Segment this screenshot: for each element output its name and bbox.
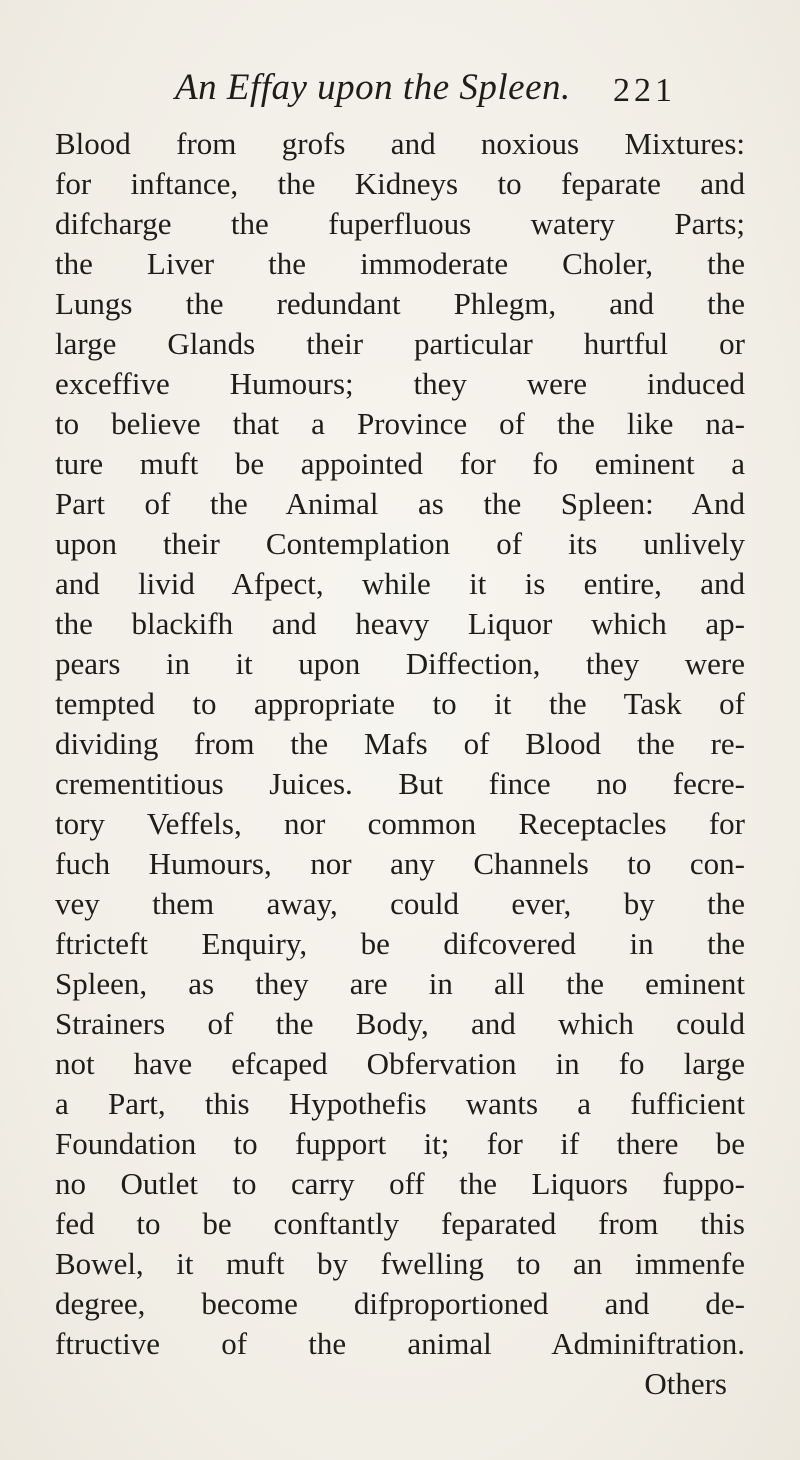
text-line: upon their Contemplation of its unlively (55, 526, 745, 561)
text-line: ture muft be appointed for fo eminent a (55, 446, 745, 481)
text-line: Strainers of the Body, and which could (55, 1006, 745, 1041)
text-line: degree, become difproportioned and de- (55, 1286, 745, 1321)
text-line: the Liver the immoderate Choler, the (55, 246, 745, 281)
text-line: no Outlet to carry off the Liquors fuppo- (55, 1166, 745, 1201)
text-line: tempted to appropriate to it the Task of (55, 686, 745, 721)
text-line: for inftance, the Kidneys to feparate and (55, 166, 745, 201)
running-title: An Effay upon the Spleen. (175, 67, 571, 108)
text-line: vey them away, could ever, by the (55, 886, 745, 921)
page-number: 221 (613, 72, 676, 109)
catchword: Others (644, 1366, 727, 1401)
text-line: fed to be conftantly feparated from this (55, 1206, 745, 1241)
text-line: difcharge the fuperfluous watery Parts; (55, 206, 745, 241)
text-line: Spleen, as they are in all the eminent (55, 966, 745, 1001)
text-line: a Part, this Hypothefis wants a fufficient (55, 1086, 745, 1121)
text-line: crementitious Juices. But fince no fecre- (55, 766, 745, 801)
text-line: Blood from grofs and noxious Mixtures: (55, 126, 745, 161)
text-line: and livid Afpect, while it is entire, and (55, 566, 745, 601)
body-text (55, 124, 745, 1404)
text-line: ftructive of the animal Adminiftration. (55, 1326, 745, 1361)
text-line: exceffive Humours; they were induced (55, 366, 745, 401)
text-line: large Glands their particular hurtful or (55, 326, 745, 361)
text-line: pears in it upon Diffection, they were (55, 646, 745, 681)
text-line: Bowel, it muft by fwelling to an immenfe (55, 1246, 745, 1281)
running-head (175, 66, 695, 116)
text-line: Lungs the redundant Phlegm, and the (55, 286, 745, 321)
text-line: tory Veffels, nor common Receptacles for (55, 806, 745, 841)
text-line: Part of the Animal as the Spleen: And (55, 486, 745, 521)
text-line: to believe that a Province of the like na- (55, 406, 745, 441)
text-line: not have efcaped Obfervation in fo large (55, 1046, 745, 1081)
text-line: dividing from the Mafs of Blood the re- (55, 726, 745, 761)
text-line: the blackifh and heavy Liquor which ap- (55, 606, 745, 641)
text-line: fuch Humours, nor any Channels to con- (55, 846, 745, 881)
text-line: Foundation to fupport it; for if there be (55, 1126, 745, 1161)
text-line: ftricteft Enquiry, be difcovered in the (55, 926, 745, 961)
